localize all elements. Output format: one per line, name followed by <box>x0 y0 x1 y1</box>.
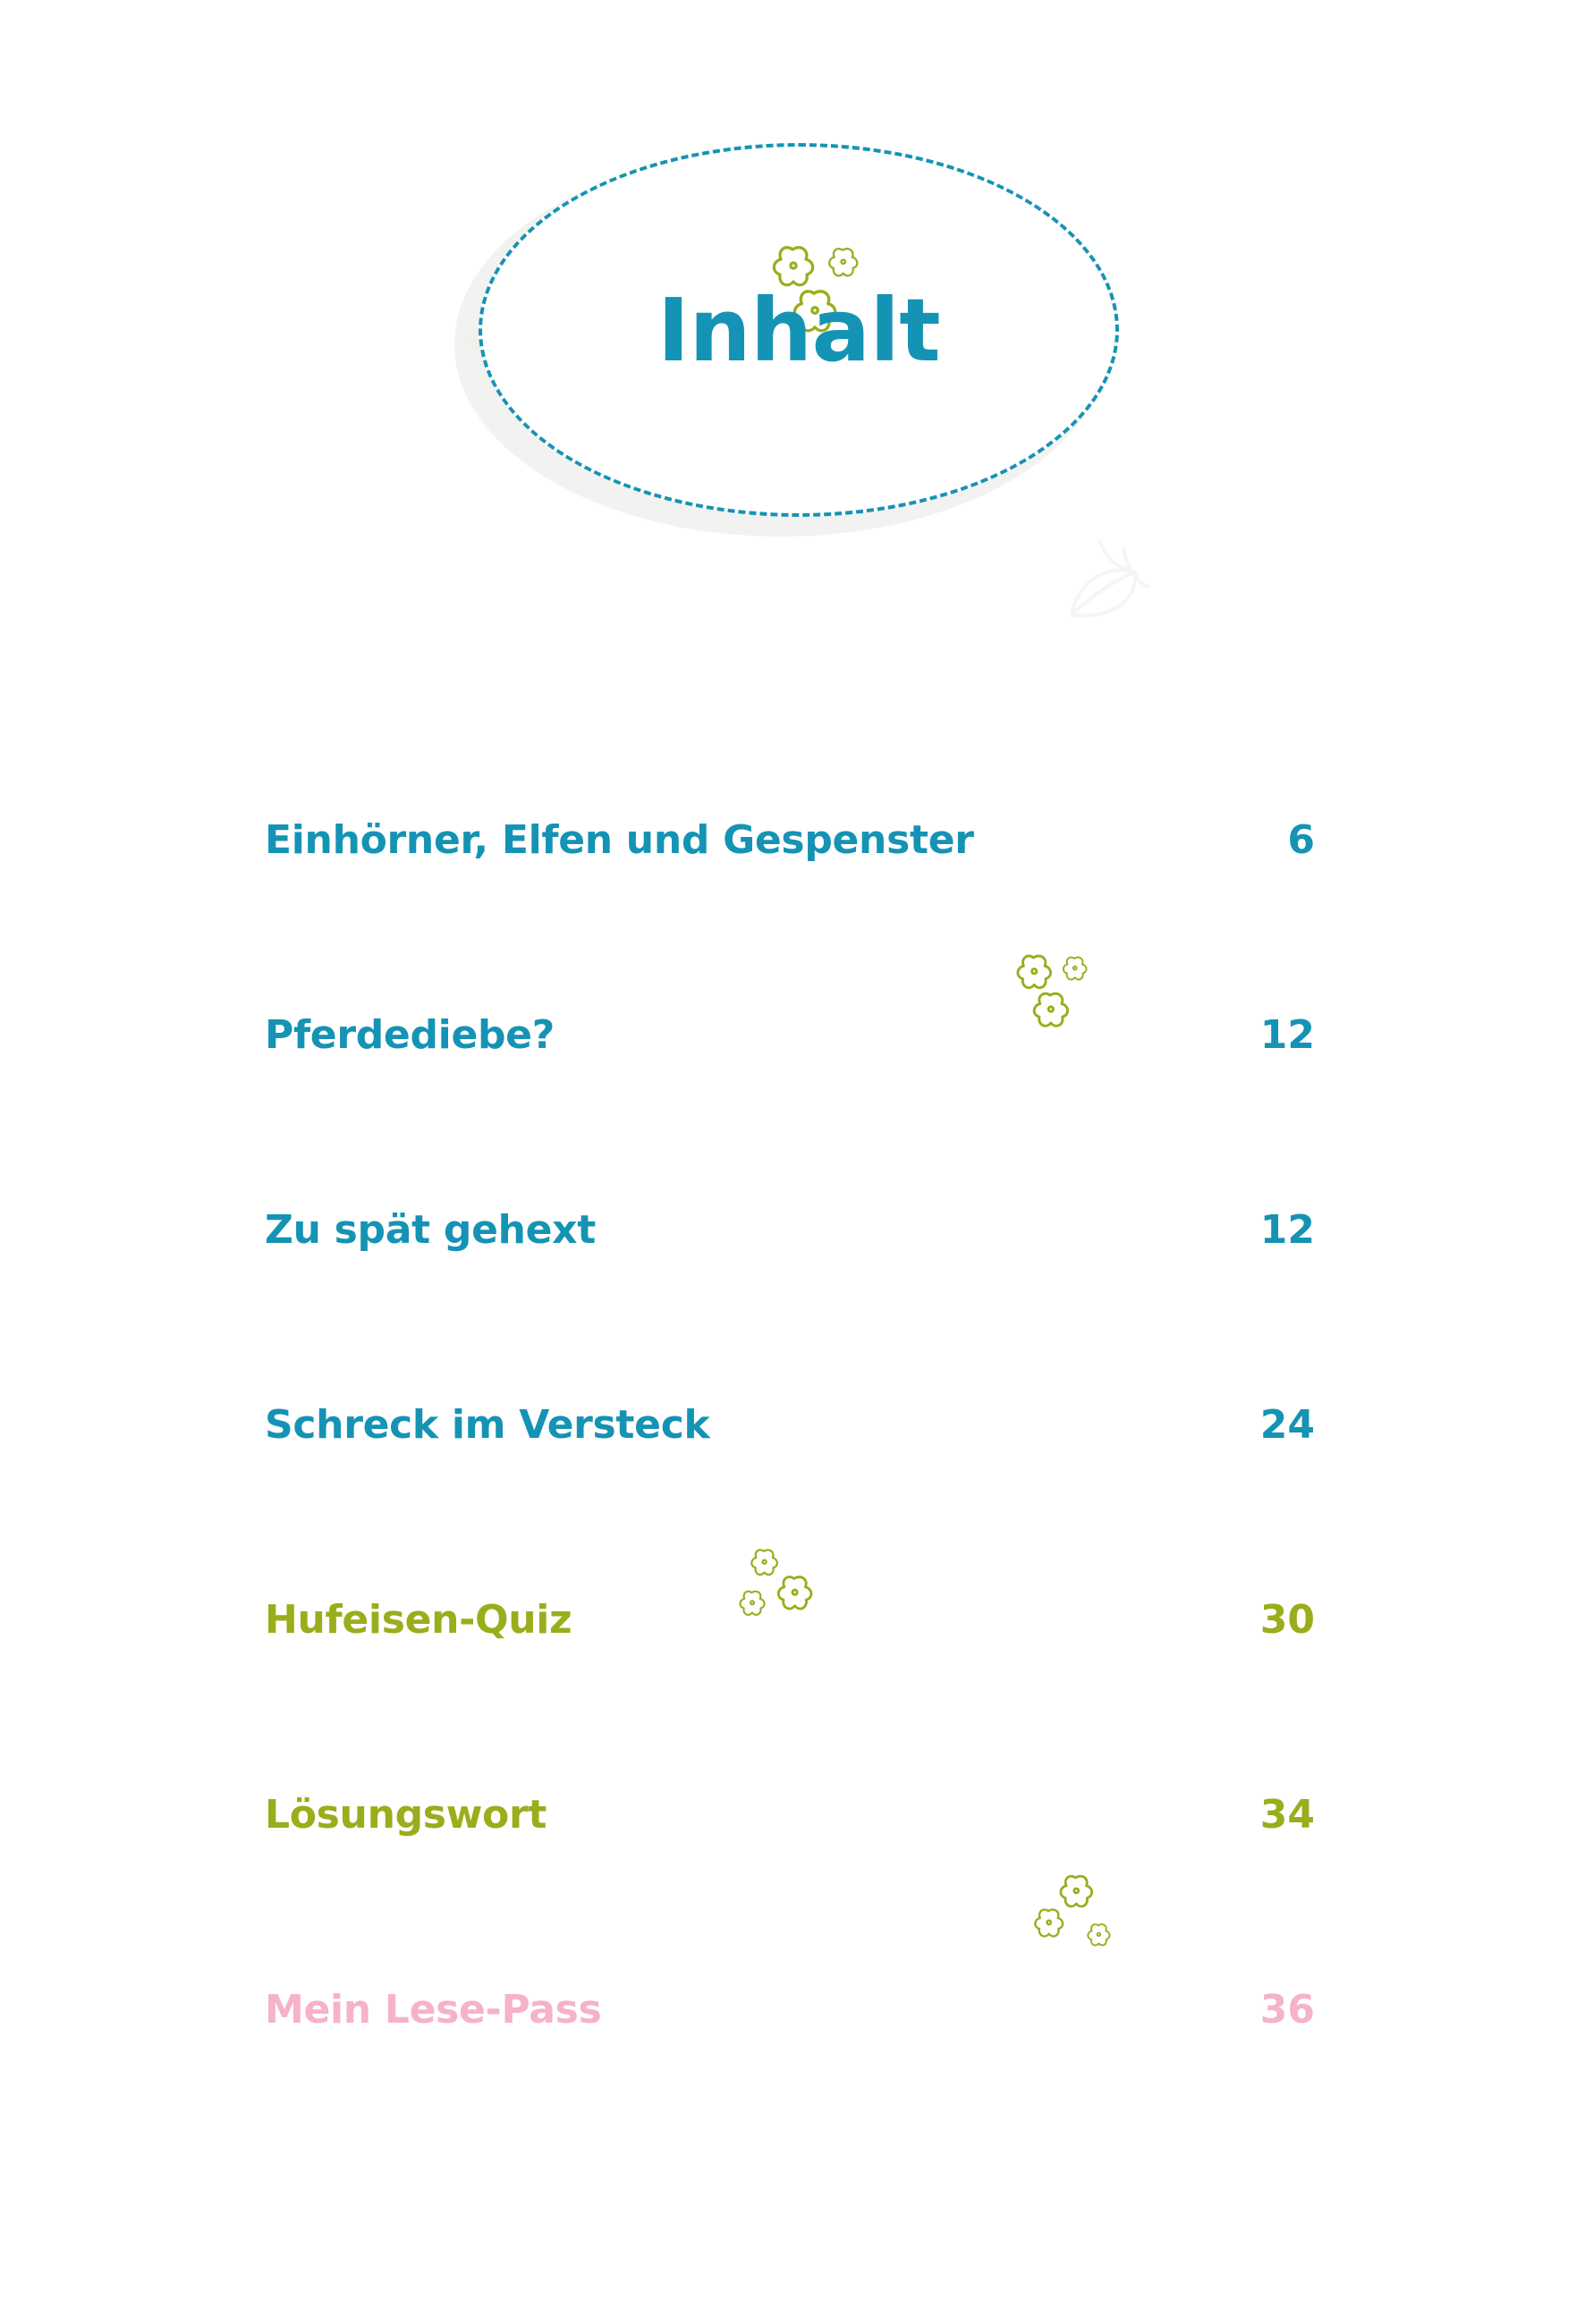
toc-entry-page: 30 <box>1259 1596 1315 1643</box>
toc-entry-page: 34 <box>1259 1791 1315 1838</box>
leaf-icon <box>1038 528 1154 635</box>
table-of-contents <box>0 742 1585 2107</box>
toc-row[interactable] <box>0 1522 1585 1717</box>
toc-entry-label[interactable]: Hufeisen-Quiz <box>265 1596 572 1643</box>
toc-entry-page: 36 <box>1259 1986 1315 2032</box>
toc-entry-label[interactable]: Mein Lese-Pass <box>265 1986 602 2032</box>
toc-row[interactable] <box>0 1327 1585 1522</box>
flower-cluster-pferdediebe <box>1011 948 1109 1050</box>
toc-row[interactable] <box>0 1132 1585 1327</box>
page-title: Inhalt <box>657 279 941 381</box>
toc-entry-label[interactable]: Schreck im Versteck <box>265 1401 710 1448</box>
toc-entry-page: 12 <box>1259 1011 1315 1058</box>
toc-entry-page: 24 <box>1259 1401 1315 1448</box>
toc-entry-label[interactable]: Zu spät gehext <box>265 1206 596 1253</box>
toc-row[interactable] <box>0 937 1585 1132</box>
toc-entry-label[interactable]: Pferdediebe? <box>265 1011 555 1058</box>
title-area <box>0 107 1585 572</box>
toc-entry-label[interactable]: Lösungswort <box>265 1791 547 1838</box>
toc-entry-page: 6 <box>1287 816 1315 863</box>
toc-entry-page: 12 <box>1259 1206 1315 1253</box>
toc-row[interactable] <box>0 1912 1585 2107</box>
flower-cluster-hufeisen <box>729 1542 827 1644</box>
toc-entry-label[interactable]: Einhörner, Elfen und Gespenster <box>265 816 974 863</box>
toc-row[interactable] <box>0 1717 1585 1912</box>
flower-cluster-lesepass <box>1029 1869 1127 1971</box>
toc-row[interactable] <box>0 742 1585 937</box>
